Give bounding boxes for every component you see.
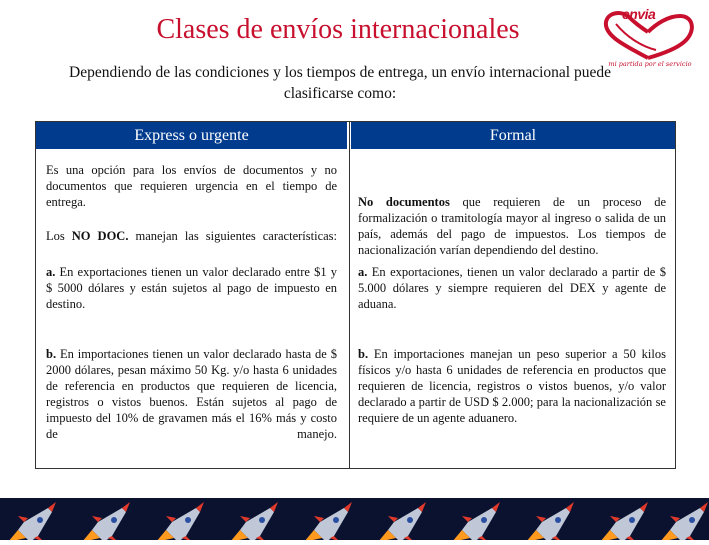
rocket-banner: [0, 498, 709, 540]
rocket-icon: [156, 502, 204, 540]
formal-exports: [358, 264, 666, 312]
nodoc-prefix: Los: [46, 229, 72, 243]
express-import-label: b.: [46, 347, 57, 361]
formal-import-text: En importaciones manejan un peso superior a 50 kilos físicos y/o hasta 6 unidades de referencia en productos que requieren de licencia, registros o vistos buenos, y/o valor declarado a partir de USD $ 2.000; para la nacionalización se requiere de un agente aduanero.: [358, 347, 666, 425]
rocket-icon: [378, 502, 426, 540]
rocket-icon: [526, 502, 574, 540]
shipment-classes-table: [35, 121, 676, 469]
rocket-icon: [452, 502, 500, 540]
rocket-icon: [304, 502, 352, 540]
logo-tagline: mi partida por el servicio: [608, 60, 692, 68]
envia-logo: [596, 6, 702, 70]
nodoc-rest: manejan las siguientes características:: [128, 229, 338, 243]
formal-intro: [358, 194, 666, 258]
column-header-formal: Formal: [351, 122, 675, 149]
express-exports: [46, 264, 337, 312]
express-import-text: En importaciones tienen un valor declarado hasta de $ 2000 dólares, pesan máximo 50 Kg. y/o hasta 6 unidades de referencia en productos que requieren de licencia, registros o vistos buenos. Están sujetos al pago de impuesto del 10% de gravamen más el 16% más y costo de manejo.: [46, 347, 337, 441]
rocket-icon: [230, 502, 278, 540]
express-nodoc: [46, 228, 337, 244]
formal-imports: [358, 346, 666, 426]
formal-intro-bold: No documentos: [358, 195, 450, 209]
column-divider: [349, 122, 350, 468]
formal-export-label: a.: [358, 265, 368, 279]
rocket-icon: [660, 502, 708, 540]
formal-intro-text: que requieren de un proceso de formalización o tramitología mayor al ingreso o salida de un país, además del pago de impuestos. Los tiempos de nacionalización varían dependiendo del destino.: [358, 195, 666, 257]
rocket-icon: [600, 502, 648, 540]
formal-import-label: b.: [358, 347, 369, 361]
formal-export-text: En exportaciones, tienen un valor declarado a partir de $ 5.000 dólares y siempre requieren del DEX y agente de aduana.: [358, 265, 666, 311]
footer-banner: [0, 498, 709, 540]
nodoc-bold: NO DOC.: [71, 229, 129, 243]
rocket-icon: [8, 502, 56, 540]
page-title: Clases de envíos internacionales: [156, 14, 520, 45]
express-export-label: a.: [46, 265, 56, 279]
express-imports: [46, 346, 337, 442]
column-header-express: Express o urgente: [36, 122, 347, 149]
rocket-icon: [82, 502, 130, 540]
express-intro: Es una opción para los envíos de documentos y no documentos que requieren urgencia en el tiempo de entrega.: [46, 163, 337, 209]
logo-wordmark: envia: [622, 6, 656, 22]
express-export-text: En exportaciones tienen un valor declarado entre $1 y $ 5000 dólares y están sujetos al pago de impuesto en destino.: [46, 265, 337, 311]
page-subtitle: Dependiendo de las condiciones y los tiempos de entrega, un envío internacional puede clasificarse como:: [69, 64, 611, 102]
